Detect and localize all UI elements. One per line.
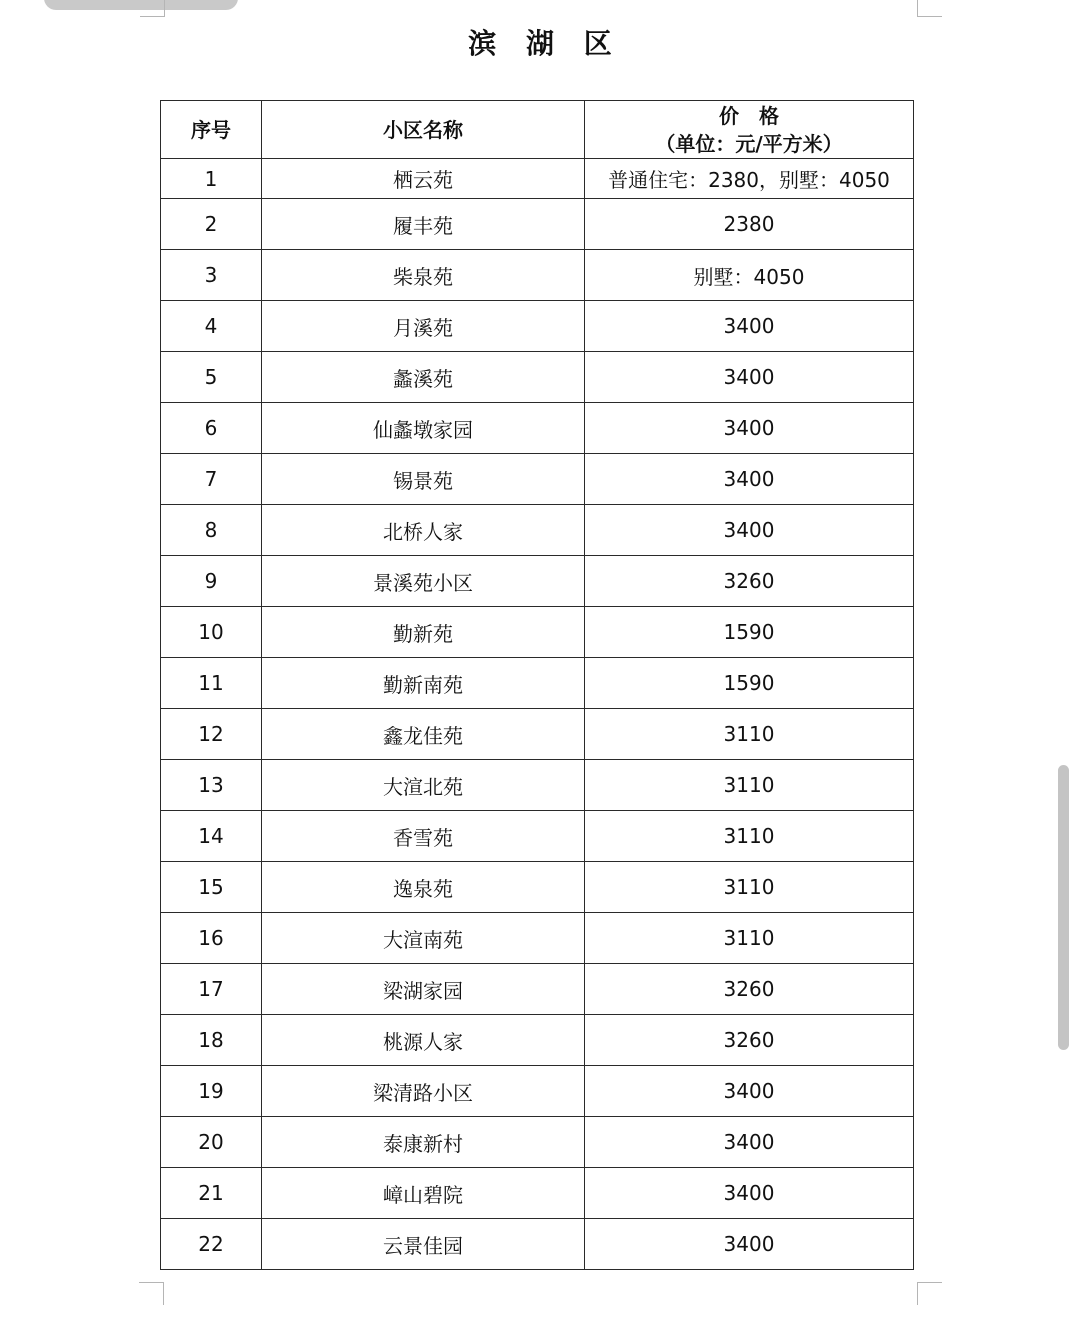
price-cell: 3400 xyxy=(585,505,914,556)
price-cell: 3110 xyxy=(585,811,914,862)
price-cell: 3110 xyxy=(585,862,914,913)
crop-mark-bottom-left xyxy=(139,1282,164,1305)
table-row xyxy=(161,1066,914,1117)
price-cell: 3400 xyxy=(585,403,914,454)
table-row xyxy=(161,505,914,556)
price-cell: 3400 xyxy=(585,1219,914,1270)
table-row xyxy=(161,658,914,709)
community-name-cell: 北桥人家 xyxy=(262,505,585,556)
table-row xyxy=(161,709,914,760)
price-cell: 3400 xyxy=(585,1168,914,1219)
community-name-cell: 嶂山碧院 xyxy=(262,1168,585,1219)
community-name-cell: 景溪苑小区 xyxy=(262,556,585,607)
price-cell: 2380 xyxy=(585,199,914,250)
community-name-cell: 大渲南苑 xyxy=(262,913,585,964)
crop-mark-top-left xyxy=(140,0,165,17)
document-title: 滨 湖 区 xyxy=(468,27,622,60)
table-body xyxy=(161,159,914,1270)
table-row xyxy=(161,352,914,403)
price-cell: 3110 xyxy=(585,760,914,811)
header-name: 小区名称 xyxy=(262,101,585,159)
row-index-cell: 11 xyxy=(161,658,262,709)
price-cell: 3400 xyxy=(585,301,914,352)
row-index-cell: 14 xyxy=(161,811,262,862)
table-row xyxy=(161,1219,914,1270)
price-cell: 别墅：4050 xyxy=(585,250,914,301)
community-name-cell: 梁清路小区 xyxy=(262,1066,585,1117)
community-name-cell: 逸泉苑 xyxy=(262,862,585,913)
community-name-cell: 泰康新村 xyxy=(262,1117,585,1168)
table-row xyxy=(161,1168,914,1219)
community-name-cell: 香雪苑 xyxy=(262,811,585,862)
row-index-cell: 20 xyxy=(161,1117,262,1168)
header-price-unit: （单位：元/平方米） xyxy=(655,131,843,156)
community-name-cell: 蠡溪苑 xyxy=(262,352,585,403)
crop-mark-top-right xyxy=(917,0,942,17)
table-row xyxy=(161,862,914,913)
community-name-cell: 履丰苑 xyxy=(262,199,585,250)
row-index-cell: 4 xyxy=(161,301,262,352)
row-index-cell: 16 xyxy=(161,913,262,964)
community-name-cell: 月溪苑 xyxy=(262,301,585,352)
vertical-scrollbar[interactable] xyxy=(1058,765,1069,1050)
price-cell: 3400 xyxy=(585,1117,914,1168)
price-cell: 1590 xyxy=(585,658,914,709)
table-row xyxy=(161,607,914,658)
community-name-cell: 云景佳园 xyxy=(262,1219,585,1270)
row-index-cell: 2 xyxy=(161,199,262,250)
price-cell: 3110 xyxy=(585,913,914,964)
table-row xyxy=(161,913,914,964)
community-name-cell: 桃源人家 xyxy=(262,1015,585,1066)
table-row xyxy=(161,250,914,301)
header-price-title: 价 格 xyxy=(719,103,779,128)
header-price xyxy=(585,101,914,159)
price-cell: 3260 xyxy=(585,556,914,607)
price-cell: 3260 xyxy=(585,964,914,1015)
row-index-cell: 9 xyxy=(161,556,262,607)
row-index-cell: 3 xyxy=(161,250,262,301)
community-name-cell: 大渲北苑 xyxy=(262,760,585,811)
table-row xyxy=(161,760,914,811)
row-index-cell: 7 xyxy=(161,454,262,505)
price-cell: 3400 xyxy=(585,454,914,505)
price-cell: 1590 xyxy=(585,607,914,658)
row-index-cell: 18 xyxy=(161,1015,262,1066)
table-row xyxy=(161,556,914,607)
table-row xyxy=(161,964,914,1015)
row-index-cell: 10 xyxy=(161,607,262,658)
table-row xyxy=(161,811,914,862)
table-row xyxy=(161,1015,914,1066)
community-name-cell: 勤新苑 xyxy=(262,607,585,658)
table-row xyxy=(161,159,914,199)
table-row xyxy=(161,199,914,250)
row-index-cell: 6 xyxy=(161,403,262,454)
row-index-cell: 15 xyxy=(161,862,262,913)
row-index-cell: 12 xyxy=(161,709,262,760)
price-cell: 3110 xyxy=(585,709,914,760)
price-cell: 3400 xyxy=(585,1066,914,1117)
header-index: 序号 xyxy=(161,101,262,159)
row-index-cell: 19 xyxy=(161,1066,262,1117)
price-cell: 普通住宅：2380，别墅：4050 xyxy=(585,159,914,199)
crop-mark-bottom-right xyxy=(917,1282,942,1305)
table-header-row xyxy=(161,101,914,159)
row-index-cell: 13 xyxy=(161,760,262,811)
community-name-cell: 锡景苑 xyxy=(262,454,585,505)
community-name-cell: 勤新南苑 xyxy=(262,658,585,709)
community-name-cell: 梁湖家园 xyxy=(262,964,585,1015)
community-name-cell: 栖云苑 xyxy=(262,159,585,199)
table-row xyxy=(161,403,914,454)
community-name-cell: 仙蠡墩家园 xyxy=(262,403,585,454)
row-index-cell: 1 xyxy=(161,159,262,199)
price-cell: 3260 xyxy=(585,1015,914,1066)
row-index-cell: 17 xyxy=(161,964,262,1015)
price-table xyxy=(160,100,914,1270)
table-row xyxy=(161,301,914,352)
price-cell: 3400 xyxy=(585,352,914,403)
row-index-cell: 5 xyxy=(161,352,262,403)
row-index-cell: 8 xyxy=(161,505,262,556)
row-index-cell: 22 xyxy=(161,1219,262,1270)
table-row xyxy=(161,454,914,505)
community-name-cell: 柴泉苑 xyxy=(262,250,585,301)
table-row xyxy=(161,1117,914,1168)
row-index-cell: 21 xyxy=(161,1168,262,1219)
community-name-cell: 鑫龙佳苑 xyxy=(262,709,585,760)
